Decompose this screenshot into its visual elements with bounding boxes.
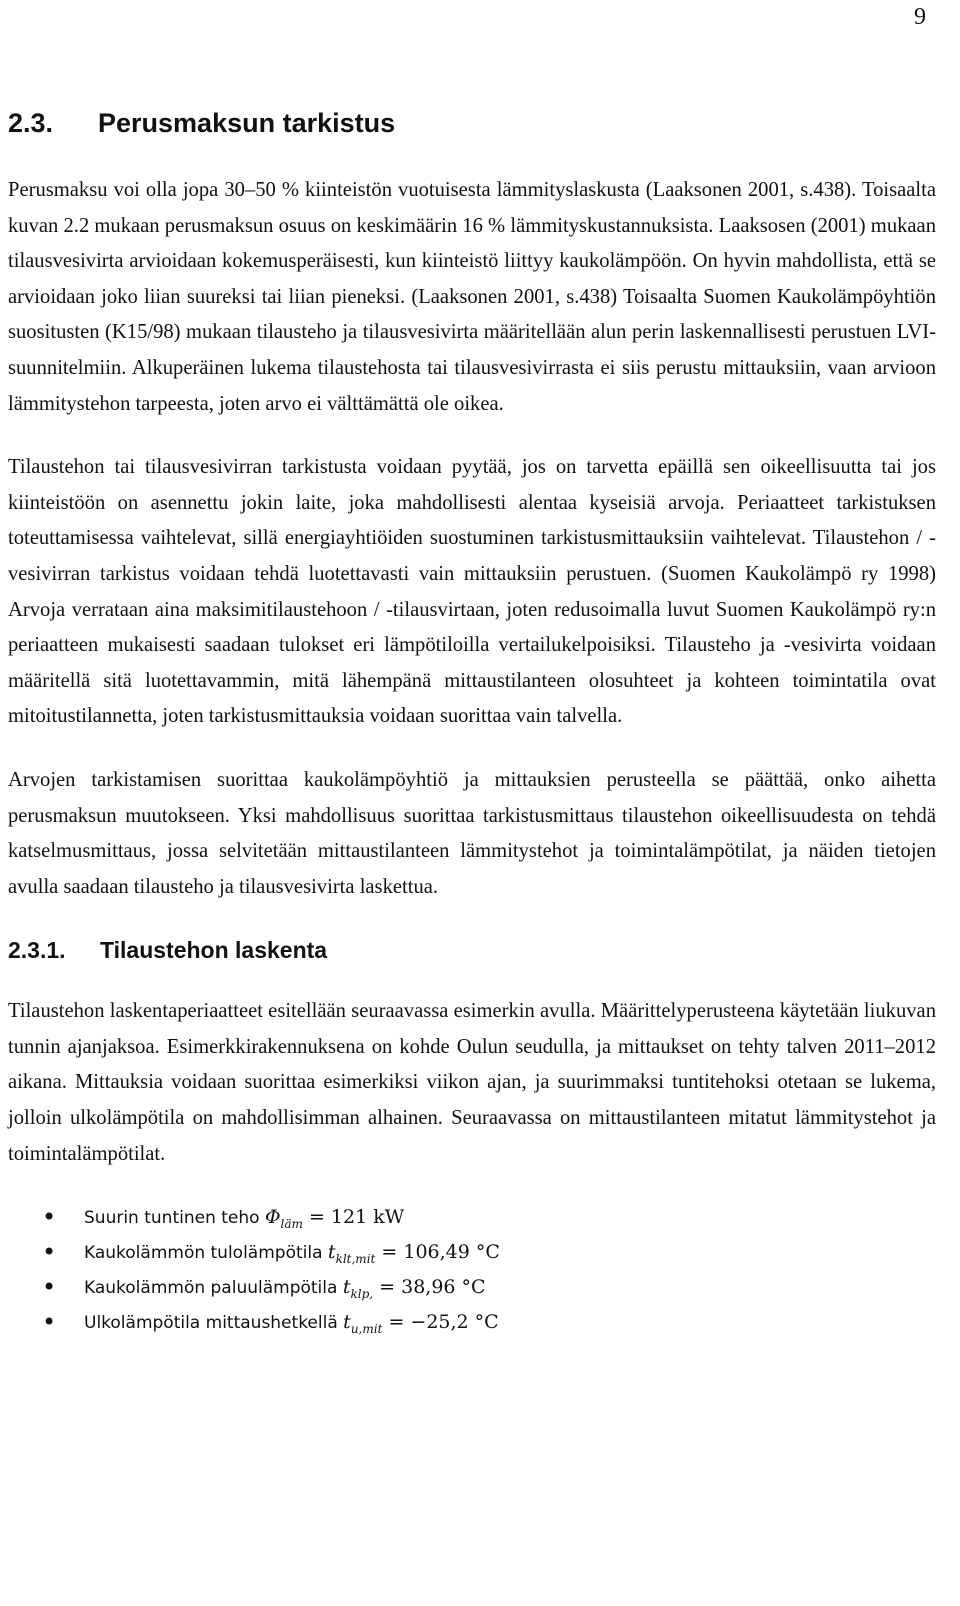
list-item [8,1235,936,1270]
document-body [8,108,936,1340]
formula-subscript: läm [280,1217,303,1232]
formula-subscript: klt,mit [335,1252,376,1267]
section-paragraph-3: Arvojen tarkistamisen suorittaa kaukolämpöyhtiö ja mittauksien perusteella se päättää, onko aihetta perusmaksun muutokseen. Yksi mahdollisuus suorittaa tarkistusmittaus tilaustehon oikeellisuudesta on tehdä katselmusmittaus, jossa selvitetään mittaustilanteen lämmitystehot ja toimintalämpötilat, ja näiden tietojen avulla saadaan tilausteho ja tilausvesivirta laskettua. [8,768,936,898]
formula-symbol: t [327,1241,336,1264]
measurement-formula [264,1206,405,1232]
page-number: 9 [914,4,926,30]
formula-subscript: klp, [350,1287,374,1302]
formula-value: = 121 kW [308,1206,405,1229]
formula-value: = −25,2 °C [388,1311,499,1334]
formula-symbol: t [342,1276,351,1299]
subsection-paragraph-1: Tilaustehon laskentaperiaatteet esitellään seuraavassa esimerkin avulla. Määrittelyperusteena käytetään liukuvan tunnin ajanjaksoa. Esimerkkirakennuksena on kohde Oulun seudulla, ja mittaukset on tehty talven 2011–2012 aikana. Mittauksia voidaan suorittaa esimerkiksi viikon ajan, ja suurimmaksi tuntitehoksi otetaan se lukema, jolloin ulkolämpötila on mahdollisimman alhainen. Seuraavassa on mittaustilanteen mitatut lämmitystehot ja toimintalämpötilat. [8,1000,936,1165]
measurement-label: Suurin tuntinen teho [84,1208,260,1229]
section-paragraph-2: Tilaustehon tai tilausvesivirran tarkistusta voidaan pyytää, jos on tarvetta epäillä sen oikeellisuutta tai jos kiinteistöön on asennettu jokin laite, joka mahdollisesti alentaa kyseisiä arvoja. Periaatteet tarkistuksen toteuttamisessa vaihtelevat, sillä energiayhtiöiden suostuminen tarkistusmittauksiin vaihtelevat. Tilaustehon / -vesivirran tarkistus voidaan tehdä luotettavasti vain mittauksiin perustuen. (Suomen Kaukolämpö ry 1998) Arvoja verrataan aina maksimitilaustehoon / -tilausvirtaan, joten redusoimalla luvut Suomen Kaukolämpö ry:n periaatteen mukaisesti saadaan tulokset eri lämpötiloilla vertailukelpoisiksi. Tilausteho ja -vesivirta voidaan määritellä sitä luotettavammin, mitä lähempänä mittaustilanteen olosuhteet ja kohteen toimintatila ovat mitoitustilannetta, joten tarkistusmittauksia voidaan suorittaa vain talvella. [8,456,936,728]
section-paragraph-1: Perusmaksu voi olla jopa 30–50 % kiinteistön vuotuisesta lämmityslaskusta (Laaksonen 2001, s.438). Toisaalta kuvan 2.2 mukaan perusmaksun osuus on keskimäärin 16 % lämmityskustannuksista. Laaksosen (2001) mukaan tilausvesivirta arvioidaan kokemusperäisesti, kun kiinteistö liittyy kaukolämpöön. On hyvin mahdollista, että se arvioidaan joko liian suureksi tai liian pieneksi. (Laaksonen 2001, s.438) Toisaalta Suomen Kaukolämpöyhtiön suositusten (K15/98) mukaan tilausteho ja tilausvesivirta määritellään alun perin laskennallisesti perustuen LVI-suunnitelmiin. Alkuperäinen lukema tilaustehosta tai tilausvesivirrasta ei siis perustu mittauksiin, vaan arvioon lämmitystehon tarpeesta, joten arvo ei välttämättä ole oikea. [8,179,936,415]
subsection-heading [8,937,936,964]
measurement-formula [343,1311,499,1337]
formula-value: = 38,96 °C [379,1276,486,1299]
section-heading [8,108,936,139]
list-item [8,1305,936,1340]
measurement-label: Kaukolämmön tulolämpötila [84,1243,323,1264]
measurement-list [8,1200,936,1340]
list-item [8,1270,936,1305]
formula-value: = 106,49 °C [381,1241,500,1264]
measurement-label: Ulkolämpötila mittaushetkellä [84,1313,338,1334]
formula-symbol: t [343,1311,351,1334]
formula-subscript: u,mit [350,1322,383,1337]
list-item [8,1200,936,1235]
measurement-formula [327,1241,500,1267]
section-title: Perusmaksun tarkistus [98,108,396,138]
subsection-title: Tilaustehon laskenta [100,937,328,964]
subsection-number: 2.3.1. [8,937,66,964]
formula-symbol: Φ [264,1206,281,1229]
section-number: 2.3. [8,108,54,138]
measurement-formula [342,1276,486,1302]
measurement-label: Kaukolämmön paluulämpötila [84,1278,338,1299]
